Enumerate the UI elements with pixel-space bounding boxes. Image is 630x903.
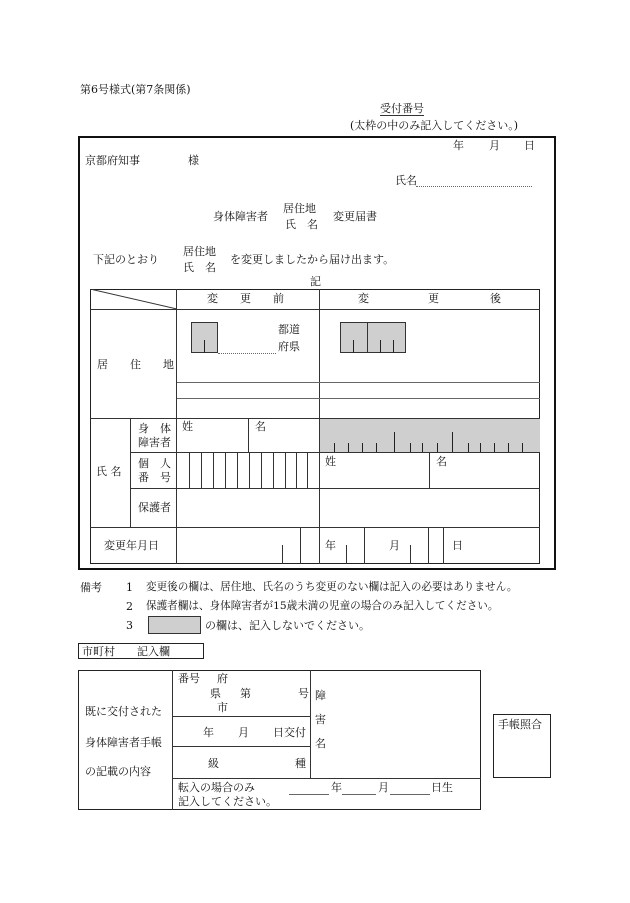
date-cell-line: [443, 527, 444, 564]
fu-label: 府: [217, 672, 228, 685]
row-residence-label: 居 住 地: [97, 358, 174, 371]
remark-2-text: 保護者欄は、身体障害者が15歳未満の児童の場合のみ記入してください。: [146, 600, 499, 612]
number-cell-line: [285, 452, 286, 488]
remark-2-num: 2: [126, 600, 133, 613]
header-row-line: [90, 309, 540, 310]
birth-month: 月: [378, 781, 389, 794]
date-month: 月: [489, 139, 500, 152]
col-after-header-3: 後: [490, 292, 501, 305]
issue-year: 年: [203, 726, 214, 739]
prefecture-label-1: 都道: [278, 323, 300, 336]
shaded-tick: [494, 443, 495, 452]
after-prefecture-code-box: [340, 322, 406, 353]
thick-frame-note: (太枠の中のみ記入してください。): [350, 119, 519, 132]
date-cell-line: [282, 545, 283, 564]
change-date-month: 月: [389, 539, 400, 552]
shaded-tick: [522, 443, 523, 452]
remark-1-text: 変更後の欄は、居住地、氏名のうち変更のない欄は記入の必要はありません。: [146, 581, 518, 593]
title-item-residence: 居住地: [283, 202, 316, 215]
shaded-tick: [480, 443, 481, 452]
ken-label: 県: [210, 687, 221, 700]
name-sub-col-line: [130, 418, 131, 527]
title-item-name: 氏 名: [285, 218, 318, 231]
birth-year: 年: [331, 781, 342, 794]
number-cell-line: [296, 452, 297, 488]
date-cell-line: [428, 527, 429, 564]
shaded-tick: [362, 443, 363, 452]
name-section-bottom: [90, 527, 540, 528]
reception-number-label: 受付番号: [380, 102, 424, 115]
shi-label: 市: [217, 701, 228, 714]
shaded-sample-box: [148, 616, 201, 634]
shaded-tick: [422, 443, 423, 452]
number-row-bottom: [130, 488, 540, 489]
number-cell-line: [261, 452, 262, 488]
row-name-label: 氏 名: [96, 465, 122, 478]
change-date-year: 年: [325, 539, 336, 552]
remark-1-num: 1: [126, 581, 133, 594]
sub-disabled-2: 障害者: [138, 436, 171, 449]
birth-month-line[interactable]: [342, 794, 376, 795]
date-cell-line: [300, 527, 301, 564]
type-label: 種: [295, 757, 306, 770]
before-prefecture-line[interactable]: [218, 353, 276, 354]
title-prefix: 身体障害者: [213, 210, 268, 223]
number-cell-line: [249, 452, 250, 488]
municipal-col-1: [172, 670, 173, 810]
code-tick: [393, 340, 394, 353]
disability-label-2: 害: [315, 713, 326, 726]
remark-3-num: 3: [126, 619, 133, 632]
date-cell-line: [319, 527, 320, 564]
sub-disabled-1: 身 体: [138, 422, 171, 435]
date-day: 日: [524, 139, 535, 152]
go-label: 号: [298, 687, 309, 700]
applicant-name-label: 氏名: [395, 174, 417, 187]
remarks-label: 備考: [80, 581, 102, 594]
residence-line-2: [177, 398, 540, 399]
code-divider: [367, 322, 368, 353]
title-suffix: 変更届書: [333, 210, 377, 223]
residence-line-1: [177, 382, 540, 383]
body-suffix: を変更しましたから届け出ます。: [230, 253, 395, 266]
date-cell-line: [364, 527, 365, 564]
number-cell-line: [189, 452, 190, 488]
dai-label: 第: [240, 687, 251, 700]
grade-label: 級: [208, 757, 219, 770]
sub-number-1: 個 人: [138, 457, 171, 470]
header-diagonal: [90, 289, 177, 309]
before-given-label: 名: [255, 420, 266, 433]
number-cell-line: [213, 452, 214, 488]
code-tick: [380, 340, 381, 353]
ki-mark: 記: [310, 275, 321, 288]
birth-day-line[interactable]: [390, 794, 430, 795]
shaded-tick: [508, 443, 509, 452]
applicant-name-line[interactable]: [416, 186, 532, 187]
code-tick: [353, 340, 354, 353]
municipal-left-1: 既に交付された: [85, 705, 162, 718]
before-family-label: 姓: [182, 420, 193, 433]
disabled-row-bottom: [130, 452, 540, 453]
code-tick: [204, 340, 205, 353]
number-cell-line: [237, 452, 238, 488]
change-date-day: 日: [452, 539, 463, 552]
body-prefix: 下記のとおり: [93, 253, 159, 266]
shaded-tick: [452, 432, 453, 452]
row-change-date-label: 変更年月日: [104, 539, 159, 552]
sub-number-2: 番 号: [138, 471, 171, 484]
municipal-col-2: [310, 670, 311, 778]
before-name-divider: [248, 418, 249, 452]
change-date-col-line: [176, 527, 177, 564]
number-cell-line: [201, 452, 202, 488]
municipal-left-3: の記載の内容: [85, 765, 151, 778]
body-item-residence: 居住地: [183, 245, 216, 258]
municipal-label: 市町村 記入欄: [82, 645, 170, 658]
transfer-note-1: 転入の場合のみ: [178, 781, 255, 794]
shaded-tick: [334, 443, 335, 452]
shaded-tick: [410, 443, 411, 452]
issue-month: 月: [238, 726, 249, 739]
col-after-header-2: 更: [428, 292, 439, 305]
birth-year-line[interactable]: [289, 794, 329, 795]
remark-3-text: の欄は、記入しないでください。: [205, 619, 370, 632]
shaded-tick: [376, 443, 377, 452]
shaded-tick: [468, 443, 469, 452]
before-after-divider: [319, 289, 320, 527]
transfer-note-2: 記入してください。: [178, 795, 277, 808]
municipal-left-2: 身体障害者手帳: [85, 736, 162, 749]
disability-label-3: 名: [315, 737, 326, 750]
number-cell-line: [273, 452, 274, 488]
after-name-divider: [429, 452, 430, 488]
date-year: 年: [453, 139, 464, 152]
notebook-check-label: 手帳照合: [498, 718, 542, 731]
date-cell-line: [410, 545, 411, 564]
shaded-tick: [394, 432, 395, 452]
addressee: 京都府知事: [85, 154, 140, 167]
number-label: 番号: [178, 672, 200, 685]
shaded-tick: [348, 443, 349, 452]
col-before-header: 変 更 前: [207, 292, 284, 305]
issue-date: 日交付: [273, 726, 306, 739]
number-cell-line: [225, 452, 226, 488]
sub-guardian: 保護者: [138, 501, 171, 514]
after-given-label: 名: [436, 455, 447, 468]
municipal-row-1: [172, 716, 310, 717]
label-col-line: [176, 289, 177, 527]
form-style-label: 第6号様式(第7条関係): [80, 83, 191, 96]
number-cell-line: [307, 452, 308, 488]
municipal-row-3: [172, 778, 481, 779]
municipal-row-2: [172, 746, 310, 747]
date-cell-line: [346, 545, 347, 564]
shaded-tick: [437, 443, 438, 452]
col-after-header-1: 変: [358, 292, 369, 305]
prefecture-label-2: 府県: [278, 340, 300, 353]
after-family-label: 姓: [325, 455, 336, 468]
disability-label-1: 障: [315, 689, 326, 702]
addressee-suffix: 様: [188, 154, 199, 167]
after-name-shaded: [320, 419, 540, 453]
birth-day: 日生: [431, 781, 453, 794]
body-item-name: 氏 名: [183, 261, 216, 274]
